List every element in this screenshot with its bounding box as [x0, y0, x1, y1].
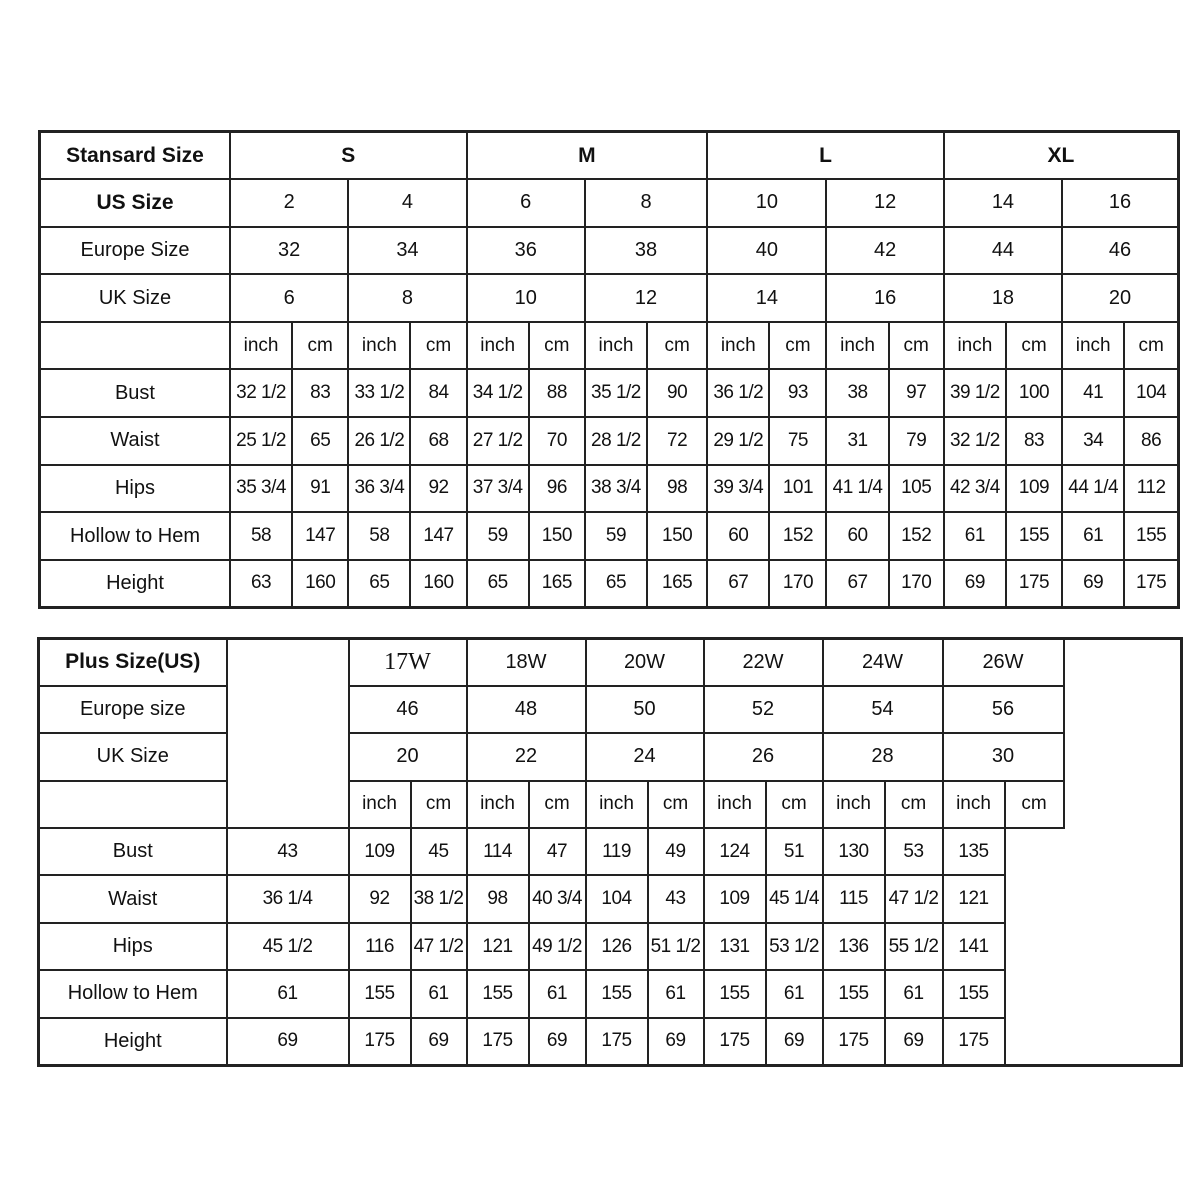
- measurement-value: 150: [647, 512, 707, 560]
- plus-europe-size-row: [39, 686, 1182, 733]
- measurement-value: 60: [826, 512, 888, 560]
- measurement-value: 70: [529, 417, 585, 465]
- measurement-row: [40, 512, 1179, 560]
- plus-measurement-value: 45 1/2: [227, 923, 349, 970]
- plus-europe-size-cell: 54: [823, 686, 943, 733]
- unit-inch-header: inch: [585, 322, 647, 370]
- measurement-value: 160: [410, 560, 466, 608]
- us-size-cell: 12: [826, 179, 943, 227]
- measurement-value: 109: [1006, 465, 1062, 513]
- plus-europe-size-label: Europe size: [39, 686, 227, 733]
- plus-measurement-value: 119: [586, 828, 648, 875]
- plus-measurement-value: 49: [648, 828, 704, 875]
- measurement-value: 101: [769, 465, 826, 513]
- measurement-label: Hollow to Hem: [40, 512, 230, 560]
- measurement-value: 39 1/2: [944, 369, 1006, 417]
- plus-measurement-value: 141: [943, 923, 1005, 970]
- plus-measurement-label: Waist: [39, 875, 227, 922]
- measurement-value: 61: [944, 512, 1006, 560]
- europe-size-cell: 42: [826, 227, 943, 275]
- plus-uk-size-row: [39, 733, 1182, 780]
- uk-size-cell: 10: [467, 274, 585, 322]
- plus-measurement-value: 92: [349, 875, 411, 922]
- size-group-m: M: [467, 132, 708, 180]
- plus-measurement-row: [39, 875, 1182, 922]
- measurement-value: 90: [647, 369, 707, 417]
- plus-unit-inch-header: inch: [467, 781, 529, 828]
- measurement-value: 98: [647, 465, 707, 513]
- measurement-value: 69: [944, 560, 1006, 608]
- plus-europe-size-cell: 48: [467, 686, 586, 733]
- plus-measurement-value: 121: [467, 923, 529, 970]
- plus-measurement-value: 61: [648, 970, 704, 1017]
- us-size-cell: 6: [467, 179, 585, 227]
- us-size-cell: 2: [230, 179, 348, 227]
- measurement-value: 58: [348, 512, 410, 560]
- plus-uk-size-cell: 20: [349, 733, 467, 780]
- measurement-value: 175: [1124, 560, 1178, 608]
- plus-measurement-value: 175: [823, 1018, 885, 1065]
- uk-size-cell: 18: [944, 274, 1062, 322]
- plus-unit-cm-header: cm: [766, 781, 823, 828]
- plus-unit-cm-header: cm: [885, 781, 943, 828]
- plus-measurement-value: 115: [823, 875, 885, 922]
- plus-measurement-value: 155: [943, 970, 1005, 1017]
- measurement-value: 26 1/2: [348, 417, 410, 465]
- uk-size-cell: 16: [826, 274, 943, 322]
- measurement-value: 147: [410, 512, 466, 560]
- unit-inch-header: inch: [348, 322, 410, 370]
- europe-size-cell: 40: [707, 227, 826, 275]
- plus-unit-inch-header: inch: [586, 781, 648, 828]
- standard-size-row: [40, 132, 1179, 180]
- measurement-value: 104: [1124, 369, 1178, 417]
- plus-measurement-value: 69: [648, 1018, 704, 1065]
- plus-units-row: [39, 781, 1182, 828]
- measurement-label: Height: [40, 560, 230, 608]
- measurement-label: Bust: [40, 369, 230, 417]
- plus-us-size-cell: 17W: [349, 639, 467, 686]
- plus-us-size-cell: 20W: [586, 639, 704, 686]
- plus-measurement-value: 61: [885, 970, 943, 1017]
- unit-inch-header: inch: [944, 322, 1006, 370]
- measurement-value: 59: [467, 512, 529, 560]
- plus-measurement-value: 47 1/2: [885, 875, 943, 922]
- plus-measurement-label: Height: [39, 1018, 227, 1065]
- plus-measurement-row: [39, 923, 1182, 970]
- plus-measurement-value: 109: [349, 828, 411, 875]
- unit-cm-header: cm: [410, 322, 466, 370]
- measurement-value: 29 1/2: [707, 417, 769, 465]
- plus-us-size-cell: 22W: [704, 639, 823, 686]
- size-group-s: S: [230, 132, 467, 180]
- us-size-cell: 16: [1062, 179, 1178, 227]
- plus-measurement-value: 69: [766, 1018, 823, 1065]
- plus-measurement-value: 135: [943, 828, 1005, 875]
- measurement-row: [40, 369, 1179, 417]
- plus-measurement-value: 69: [411, 1018, 467, 1065]
- measurement-label: Hips: [40, 465, 230, 513]
- plus-measurement-value: 61: [529, 970, 586, 1017]
- measurement-value: 59: [585, 512, 647, 560]
- plus-measurement-value: 40 3/4: [529, 875, 586, 922]
- uk-size-row: [40, 274, 1179, 322]
- plus-measurement-value: 36 1/4: [227, 875, 349, 922]
- plus-europe-size-cell: 46: [349, 686, 467, 733]
- plus-uk-size-cell: 22: [467, 733, 586, 780]
- plus-europe-size-cell: 56: [943, 686, 1064, 733]
- us-size-cell: 10: [707, 179, 826, 227]
- us-size-cell: 14: [944, 179, 1062, 227]
- measurement-value: 36 3/4: [348, 465, 410, 513]
- unit-inch-header: inch: [707, 322, 769, 370]
- europe-size-cell: 32: [230, 227, 348, 275]
- measurement-value: 91: [292, 465, 348, 513]
- measurement-value: 72: [647, 417, 707, 465]
- plus-measurement-value: 130: [823, 828, 885, 875]
- plus-measurement-value: 136: [823, 923, 885, 970]
- plus-measurement-row: [39, 828, 1182, 875]
- plus-measurement-value: 155: [586, 970, 648, 1017]
- measurement-value: 112: [1124, 465, 1178, 513]
- plus-measurement-label: Hips: [39, 923, 227, 970]
- plus-unit-cm-header: cm: [411, 781, 467, 828]
- measurement-value: 32 1/2: [230, 369, 292, 417]
- plus-uk-size-cell: 28: [823, 733, 943, 780]
- unit-inch-header: inch: [1062, 322, 1124, 370]
- europe-size-cell: 44: [944, 227, 1062, 275]
- measurement-value: 41 1/4: [826, 465, 888, 513]
- measurement-value: 41: [1062, 369, 1124, 417]
- measurement-value: 105: [889, 465, 944, 513]
- plus-size-table: [37, 637, 1183, 1067]
- measurement-value: 147: [292, 512, 348, 560]
- plus-measurement-value: 104: [586, 875, 648, 922]
- measurement-value: 92: [410, 465, 466, 513]
- measurement-value: 160: [292, 560, 348, 608]
- plus-unit-inch-header: inch: [823, 781, 885, 828]
- europe-size-cell: 46: [1062, 227, 1178, 275]
- plus-measurement-value: 69: [885, 1018, 943, 1065]
- measurement-value: 155: [1124, 512, 1178, 560]
- unit-cm-header: cm: [1006, 322, 1062, 370]
- measurement-value: 155: [1006, 512, 1062, 560]
- measurement-value: 88: [529, 369, 585, 417]
- plus-measurement-value: 175: [586, 1018, 648, 1065]
- uk-size-cell: 14: [707, 274, 826, 322]
- europe-size-label: Europe Size: [40, 227, 230, 275]
- plus-measurement-value: 61: [411, 970, 467, 1017]
- plus-measurement-value: 116: [349, 923, 411, 970]
- unit-cm-header: cm: [529, 322, 585, 370]
- plus-measurement-row: [39, 970, 1182, 1017]
- measurement-value: 31: [826, 417, 888, 465]
- measurement-value: 67: [707, 560, 769, 608]
- europe-size-cell: 36: [467, 227, 585, 275]
- measurement-value: 25 1/2: [230, 417, 292, 465]
- plus-measurement-value: 109: [704, 875, 766, 922]
- us-size-label: US Size: [40, 179, 230, 227]
- plus-measurement-value: 45: [411, 828, 467, 875]
- plus-measurement-value: 175: [467, 1018, 529, 1065]
- measurement-row: [40, 417, 1179, 465]
- measurement-value: 38: [826, 369, 888, 417]
- plus-measurement-value: 49 1/2: [529, 923, 586, 970]
- size-group-xl: XL: [944, 132, 1179, 180]
- plus-measurement-value: 53: [885, 828, 943, 875]
- measurement-value: 44 1/4: [1062, 465, 1124, 513]
- plus-unit-cm-header: cm: [648, 781, 704, 828]
- standard-size-table: [38, 130, 1180, 609]
- measurement-value: 165: [647, 560, 707, 608]
- plus-measurement-value: 69: [227, 1018, 349, 1065]
- measurement-value: 38 3/4: [585, 465, 647, 513]
- measurement-value: 152: [769, 512, 826, 560]
- plus-us-size-cell: 26W: [943, 639, 1064, 686]
- measurement-value: 69: [1062, 560, 1124, 608]
- uk-size-cell: 20: [1062, 274, 1178, 322]
- unit-inch-header: inch: [230, 322, 292, 370]
- standard-size-label: Stansard Size: [40, 132, 230, 180]
- unit-cm-header: cm: [647, 322, 707, 370]
- plus-measurement-value: 38 1/2: [411, 875, 467, 922]
- measurement-value: 100: [1006, 369, 1062, 417]
- unit-inch-header: inch: [826, 322, 888, 370]
- uk-size-cell: 8: [348, 274, 466, 322]
- plus-spacer-column: [227, 639, 349, 829]
- unit-cm-header: cm: [889, 322, 944, 370]
- us-size-row: [40, 179, 1179, 227]
- measurement-value: 150: [529, 512, 585, 560]
- measurement-value: 34: [1062, 417, 1124, 465]
- measurement-value: 170: [769, 560, 826, 608]
- size-group-l: L: [707, 132, 944, 180]
- plus-measurement-label: Hollow to Hem: [39, 970, 227, 1017]
- plus-measurement-value: 131: [704, 923, 766, 970]
- measurement-value: 65: [467, 560, 529, 608]
- measurement-value: 37 3/4: [467, 465, 529, 513]
- uk-size-cell: 12: [585, 274, 707, 322]
- uk-size-label: UK Size: [40, 274, 230, 322]
- measurement-value: 83: [1006, 417, 1062, 465]
- plus-unit-inch-header: inch: [349, 781, 411, 828]
- measurement-value: 34 1/2: [467, 369, 529, 417]
- plus-measurement-value: 175: [943, 1018, 1005, 1065]
- plus-measurement-value: 175: [704, 1018, 766, 1065]
- plus-measurement-value: 114: [467, 828, 529, 875]
- measurement-value: 39 3/4: [707, 465, 769, 513]
- plus-measurement-value: 98: [467, 875, 529, 922]
- plus-measurement-value: 155: [823, 970, 885, 1017]
- measurement-value: 65: [585, 560, 647, 608]
- measurement-value: 35 3/4: [230, 465, 292, 513]
- plus-measurement-value: 47: [529, 828, 586, 875]
- unit-inch-header: inch: [467, 322, 529, 370]
- unit-cm-header: cm: [769, 322, 826, 370]
- measurement-value: 152: [889, 512, 944, 560]
- plus-measurement-label: Bust: [39, 828, 227, 875]
- us-size-cell: 8: [585, 179, 707, 227]
- plus-measurement-value: 51 1/2: [648, 923, 704, 970]
- measurement-value: 68: [410, 417, 466, 465]
- measurement-value: 86: [1124, 417, 1178, 465]
- plus-measurement-value: 124: [704, 828, 766, 875]
- unit-cm-header: cm: [292, 322, 348, 370]
- measurement-value: 79: [889, 417, 944, 465]
- plus-uk-size-cell: 24: [586, 733, 704, 780]
- plus-measurement-value: 47 1/2: [411, 923, 467, 970]
- measurement-value: 75: [769, 417, 826, 465]
- plus-measurement-value: 69: [529, 1018, 586, 1065]
- plus-uk-size-cell: 30: [943, 733, 1064, 780]
- plus-uk-size-label: UK Size: [39, 733, 227, 780]
- plus-measurement-value: 175: [349, 1018, 411, 1065]
- plus-europe-size-cell: 50: [586, 686, 704, 733]
- plus-measurement-row: [39, 1018, 1182, 1065]
- measurement-row: [40, 465, 1179, 513]
- measurement-value: 84: [410, 369, 466, 417]
- measurement-value: 63: [230, 560, 292, 608]
- measurement-value: 33 1/2: [348, 369, 410, 417]
- plus-us-size-row: [39, 639, 1182, 686]
- measurement-value: 28 1/2: [585, 417, 647, 465]
- plus-measurement-value: 121: [943, 875, 1005, 922]
- plus-measurement-value: 155: [349, 970, 411, 1017]
- plus-us-size-cell: 18W: [467, 639, 586, 686]
- units-row-blank: [40, 322, 230, 370]
- plus-measurement-value: 51: [766, 828, 823, 875]
- measurement-value: 32 1/2: [944, 417, 1006, 465]
- measurement-value: 170: [889, 560, 944, 608]
- plus-measurement-value: 43: [227, 828, 349, 875]
- measurement-value: 61: [1062, 512, 1124, 560]
- plus-measurement-value: 126: [586, 923, 648, 970]
- measurement-value: 58: [230, 512, 292, 560]
- plus-measurement-value: 45 1/4: [766, 875, 823, 922]
- europe-size-cell: 38: [585, 227, 707, 275]
- plus-unit-cm-header: cm: [1005, 781, 1064, 828]
- measurement-value: 60: [707, 512, 769, 560]
- unit-cm-header: cm: [1124, 322, 1178, 370]
- plus-measurement-value: 55 1/2: [885, 923, 943, 970]
- measurement-row: [40, 560, 1179, 608]
- plus-unit-inch-header: inch: [704, 781, 766, 828]
- plus-measurement-value: 155: [467, 970, 529, 1017]
- measurement-value: 65: [292, 417, 348, 465]
- measurement-value: 97: [889, 369, 944, 417]
- measurement-value: 175: [1006, 560, 1062, 608]
- plus-measurement-value: 43: [648, 875, 704, 922]
- measurement-value: 96: [529, 465, 585, 513]
- us-size-cell: 4: [348, 179, 466, 227]
- europe-size-cell: 34: [348, 227, 466, 275]
- measurement-value: 36 1/2: [707, 369, 769, 417]
- measurement-value: 67: [826, 560, 888, 608]
- measurement-label: Waist: [40, 417, 230, 465]
- measurement-value: 93: [769, 369, 826, 417]
- europe-size-row: [40, 227, 1179, 275]
- measurement-value: 35 1/2: [585, 369, 647, 417]
- plus-europe-size-cell: 52: [704, 686, 823, 733]
- measurement-value: 65: [348, 560, 410, 608]
- measurement-value: 27 1/2: [467, 417, 529, 465]
- uk-size-cell: 6: [230, 274, 348, 322]
- plus-measurement-value: 61: [227, 970, 349, 1017]
- measurement-value: 83: [292, 369, 348, 417]
- plus-size-label: Plus Size(US): [39, 639, 227, 686]
- plus-uk-size-cell: 26: [704, 733, 823, 780]
- plus-measurement-value: 53 1/2: [766, 923, 823, 970]
- plus-right-blank-column: [1064, 639, 1182, 829]
- plus-unit-cm-header: cm: [529, 781, 586, 828]
- measurement-value: 165: [529, 560, 585, 608]
- units-row: [40, 322, 1179, 370]
- measurement-value: 42 3/4: [944, 465, 1006, 513]
- plus-us-size-cell: 24W: [823, 639, 943, 686]
- plus-units-row-blank: [39, 781, 227, 828]
- plus-unit-inch-header: inch: [943, 781, 1005, 828]
- plus-measurement-value: 61: [766, 970, 823, 1017]
- plus-measurement-value: 155: [704, 970, 766, 1017]
